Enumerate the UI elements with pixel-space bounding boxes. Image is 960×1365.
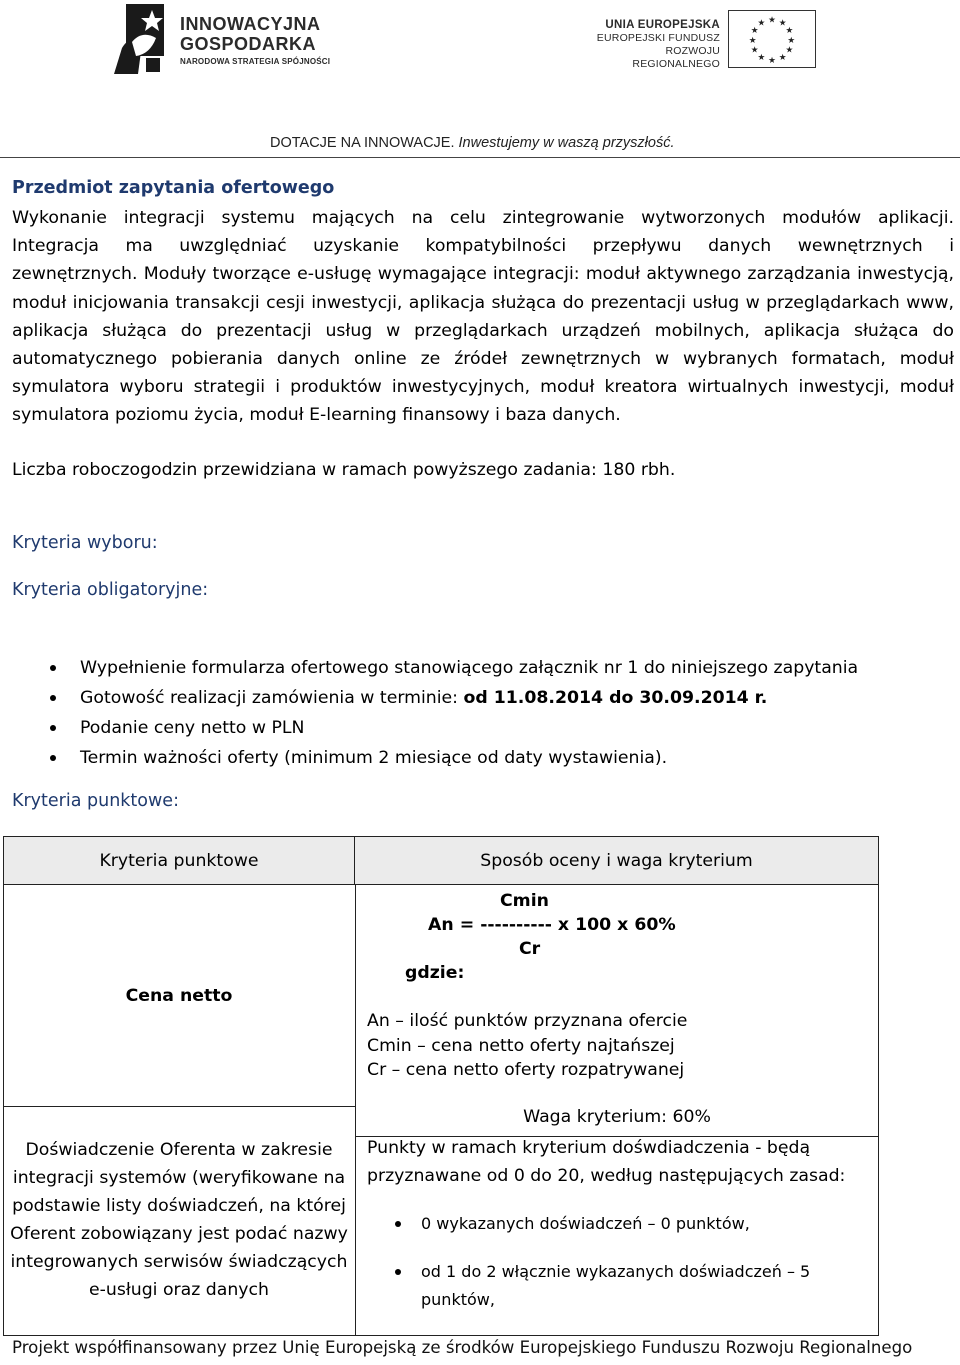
footer-cofinancing: Projekt współfinansowany przez Unię Europejską ze środków Europejskiego Funduszu Rozwoju Regionalnego bbox=[12, 1338, 913, 1357]
svg-text:★: ★ bbox=[768, 56, 776, 67]
experience-intro: Punkty w ramach kryterium dośwdiadczenia - będą przyznawane od 0 do 20, według następujących zasad: bbox=[367, 1138, 846, 1186]
list-item: Podanie ceny netto w PLN bbox=[50, 713, 858, 743]
innowacyjna-gospodarka-logo bbox=[112, 4, 342, 74]
svg-text:★: ★ bbox=[778, 18, 787, 29]
formula-main: An = ---------- x 100 x 60% bbox=[428, 915, 676, 935]
list-item: Wypełnienie formularza ofertowego stanowiącego załącznik nr 1 do niniejszego zapytania bbox=[50, 653, 858, 683]
logo-right-line2: EUROPEJSKI FUNDUSZ bbox=[596, 32, 720, 44]
criterion-experience: Doświadczenie Oferenta w zakresie integracji systemów (weryfikowane na podstawie listy doświadczeń, na której Oferent zobowiązany jest podać nazwy integrowanych serwisów świadczących e-usługi oraz danych bbox=[10, 1140, 348, 1300]
subject-line-rest: zewnętrznych. Moduły tworzące e-usługę wymagające integracji: moduł aktywnego zarządzania inwestycją, moduł inicjowania transakcji cesji inwestycji, aplikacja służąca do prezentacji usług w przeglądarkach www, aplikacja służąca do prezentacji usług w przeglądarkach urządzeń mobilnych, aplikacja służąca do automatycznego pobierania danych online ze źródeł zewnętrznych w wybranych formatach, moduł symulatora wyboru strategii i produktów inwestycyjnych, moduł kreatora wirtualnych inwestycji, moduł symulatora poziomu życia, moduł E-learning finansowy i baza danych. bbox=[12, 264, 954, 426]
logo-left-line3: NARODOWA STRATEGIA SPÓJNOŚCI bbox=[180, 57, 331, 66]
header-tagline bbox=[270, 135, 674, 151]
tagline-italic: Inwestujemy w waszą przyszłość. bbox=[458, 135, 675, 151]
svg-text:★: ★ bbox=[757, 53, 766, 64]
svg-text:★: ★ bbox=[750, 26, 759, 37]
price-weight: Waga kryterium: 60% bbox=[523, 1107, 711, 1127]
criteria-heading: Kryteria wyboru: bbox=[12, 533, 158, 553]
svg-text:★: ★ bbox=[757, 18, 766, 29]
svg-text:★: ★ bbox=[748, 35, 757, 46]
tagline-normal: DOTACJE NA INNOWACJE. bbox=[270, 135, 455, 151]
svg-text:★: ★ bbox=[750, 45, 759, 56]
formula-cmin: Cmin bbox=[500, 891, 549, 911]
list-item: 0 wykazanych doświadczeń – 0 punktów, bbox=[395, 1210, 861, 1238]
points-heading: Kryteria punktowe: bbox=[12, 791, 179, 811]
formula-cr: Cr bbox=[519, 939, 541, 959]
subject-line-2: Integracja ma uwzględniać uzyskanie kompatybilności przepływu danych wewnętrznych i bbox=[12, 236, 954, 257]
legend-cmin: Cmin – cena netto oferty najtańszej bbox=[367, 1035, 675, 1056]
list-item: Gotowość realizacji zamówienia w terminie: od 11.08.2014 do 30.09.2014 r. bbox=[50, 683, 858, 713]
svg-text:★: ★ bbox=[785, 45, 794, 56]
list-item: Termin ważności oferty (minimum 2 miesiące od daty wystawienia). bbox=[50, 743, 858, 773]
logo-left-line2: GOSPODARKA bbox=[180, 34, 317, 54]
table-header-criteria: Kryteria punktowe bbox=[3, 836, 355, 885]
svg-text:★: ★ bbox=[768, 15, 776, 26]
svg-text:★: ★ bbox=[778, 53, 787, 64]
svg-text:★: ★ bbox=[787, 35, 796, 46]
table-header-method: Sposób oceny i waga kryterium bbox=[355, 836, 879, 885]
mandatory-heading: Kryteria obligatoryjne: bbox=[12, 580, 209, 600]
subject-line-1: Wykonanie integracji systemu mających na celu zintegrowanie wytworzonych modułów aplikacji. bbox=[12, 208, 954, 228]
star-figures-icon bbox=[112, 4, 174, 74]
criterion-price: Cena netto bbox=[125, 986, 233, 1006]
eu-flag-icon bbox=[728, 10, 816, 68]
hours-line: Liczba roboczogodzin przewidziana w ramach powyższego zadania: 180 rbh. bbox=[12, 460, 676, 480]
eu-fund-logo bbox=[578, 10, 850, 70]
row-separator-left bbox=[3, 1106, 355, 1107]
legend-an: An – ilość punktów przyznana ofercie bbox=[367, 1011, 688, 1031]
subject-heading: Przedmiot zapytania ofertowego bbox=[12, 178, 335, 198]
formula-where: gdzie: bbox=[405, 963, 465, 983]
legend-cr: Cr – cena netto oferty rozpatrywanej bbox=[367, 1060, 685, 1080]
logo-left-line1: INNOWACYJNA bbox=[180, 14, 321, 34]
list-item: od 1 do 2 włącznie wykazanych doświadczeń – 5 punktów, bbox=[395, 1258, 861, 1314]
subject-paragraph bbox=[12, 204, 954, 430]
experience-rules bbox=[395, 1210, 861, 1314]
logo-right-line3: ROZWOJU REGIONALNEGO bbox=[632, 45, 720, 70]
logo-right-line1: UNIA EUROPEJSKA bbox=[605, 19, 720, 31]
price-formula-cell bbox=[355, 885, 879, 1136]
header-divider bbox=[0, 157, 960, 158]
points-criteria-table bbox=[3, 836, 879, 1336]
svg-text:★: ★ bbox=[785, 26, 794, 37]
mandatory-list bbox=[50, 653, 858, 773]
